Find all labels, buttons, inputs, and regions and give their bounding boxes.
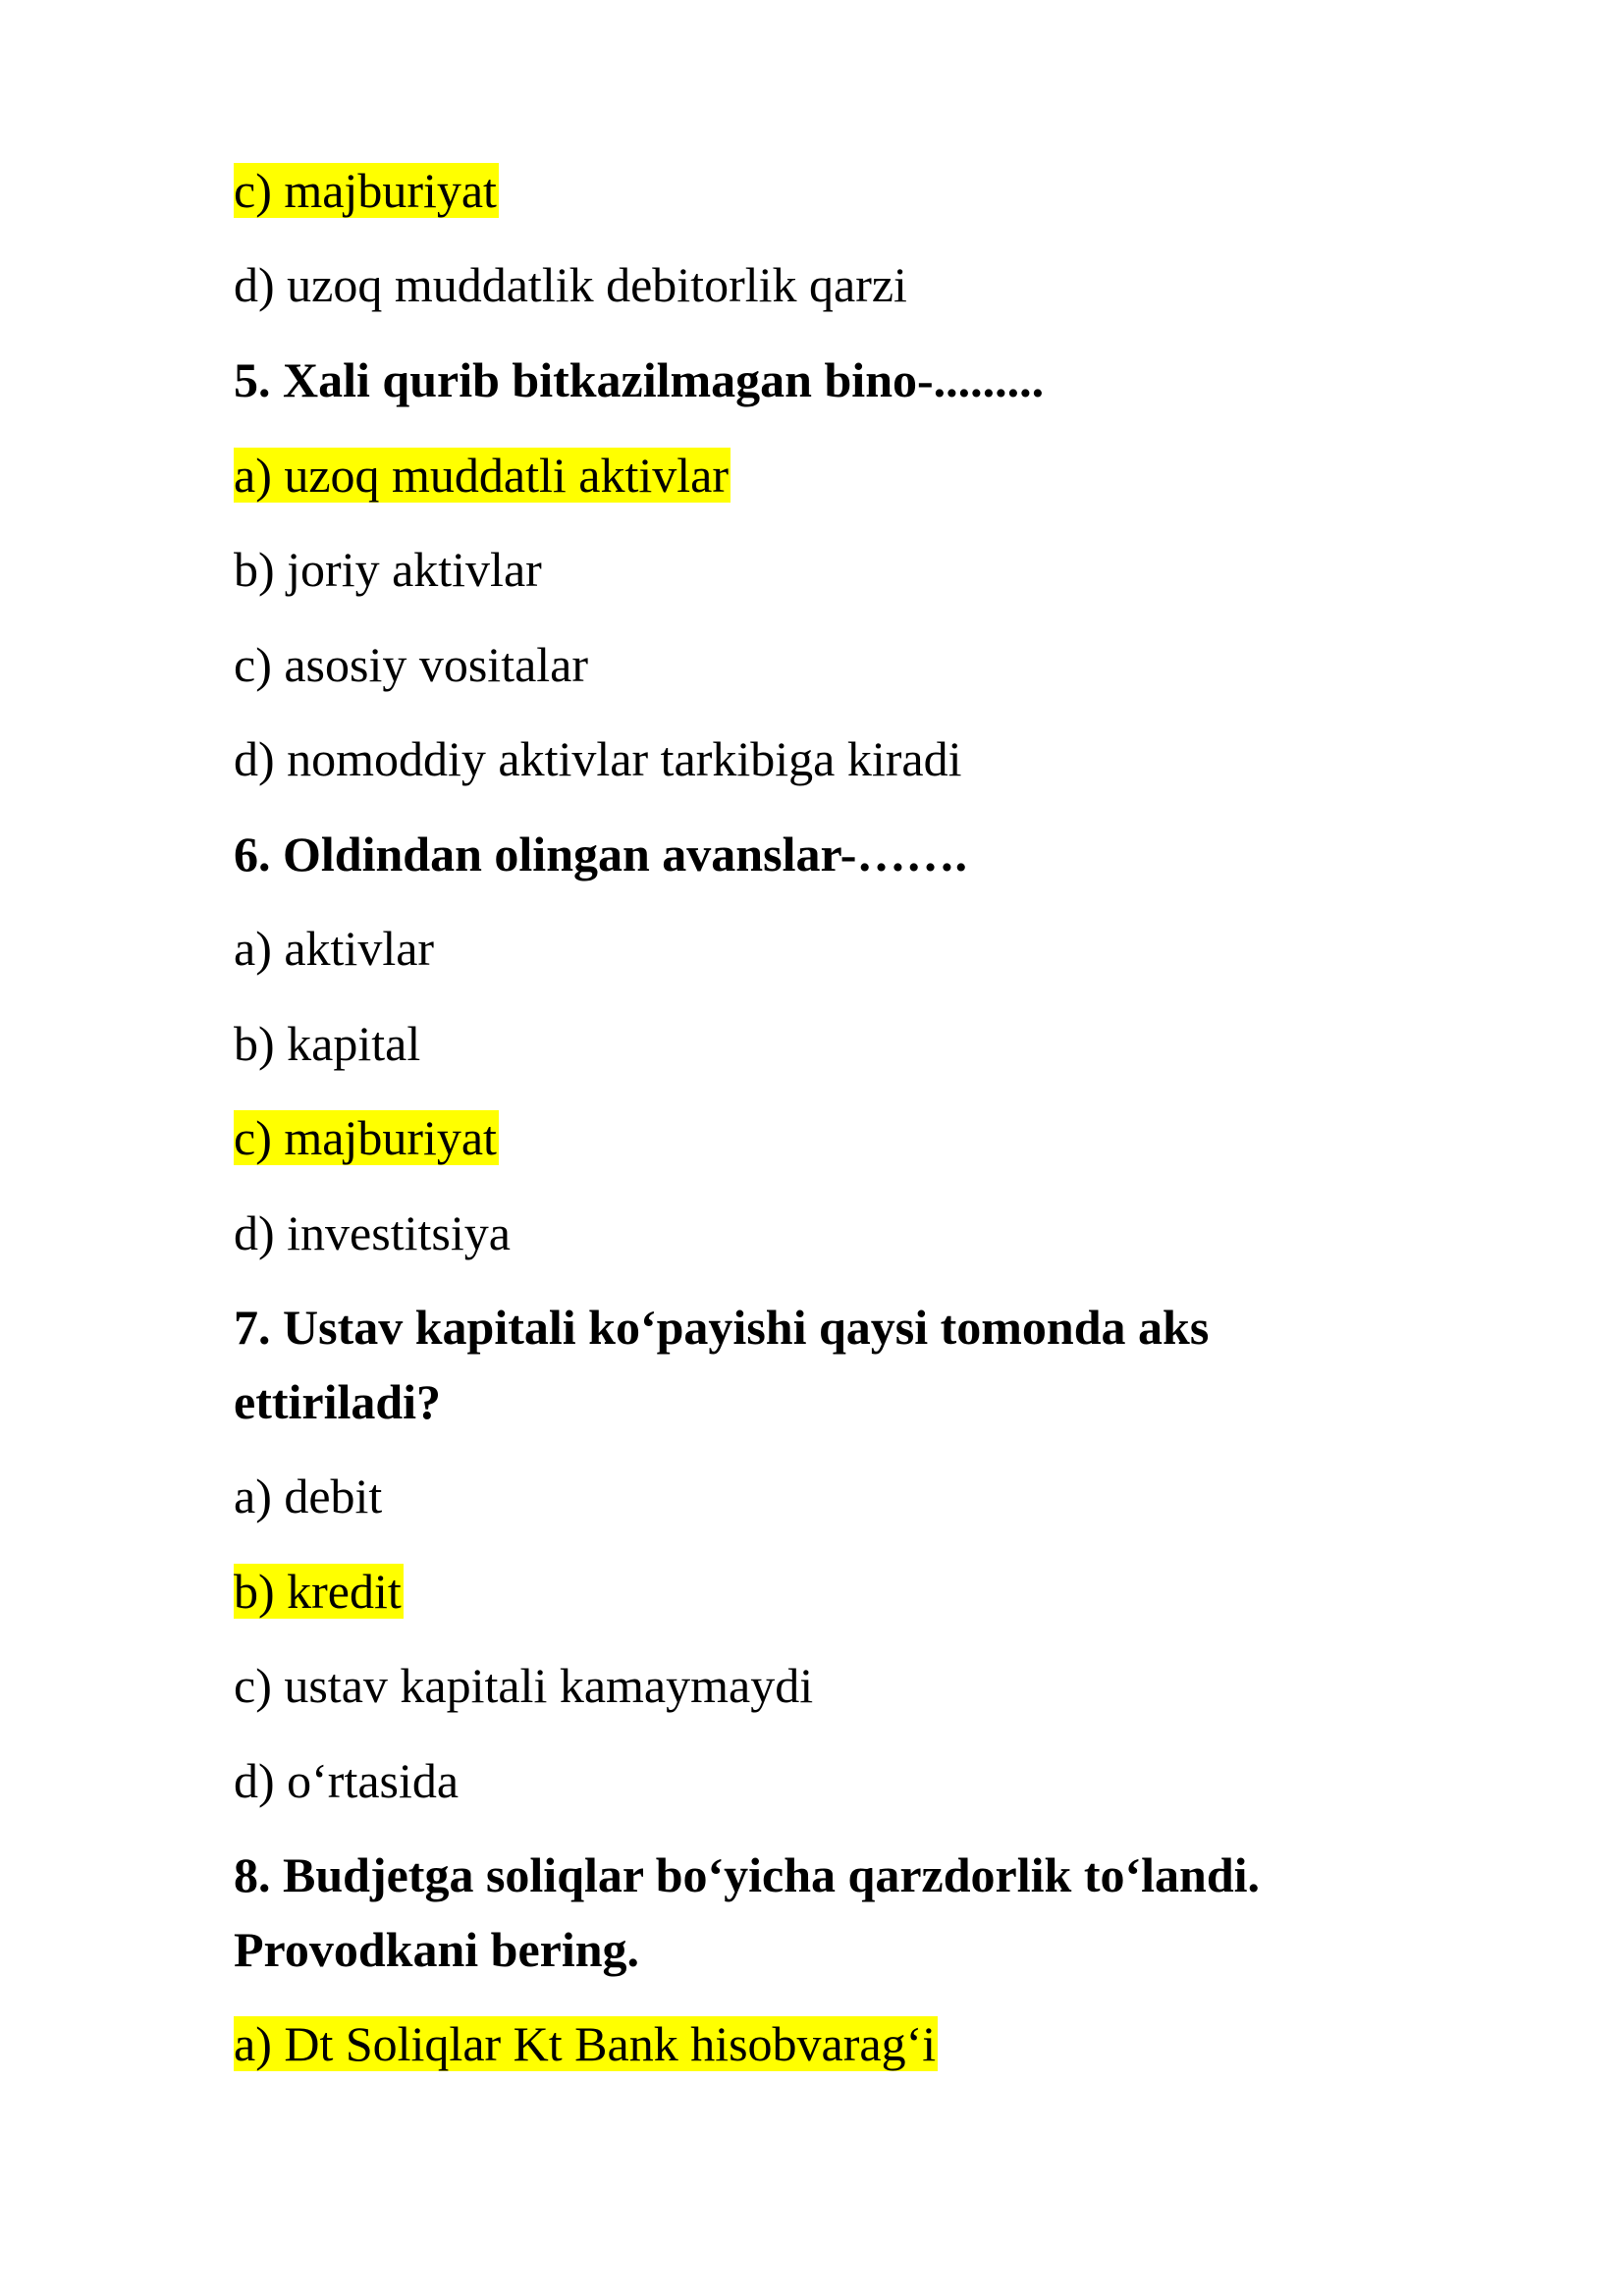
option-line	[234, 444, 731, 507]
question-line	[234, 1918, 639, 1981]
option-line	[234, 1465, 382, 1527]
option-text: b) kredit	[234, 1564, 402, 1619]
question-text: Provodkani bering.	[234, 1922, 640, 1977]
question-line	[234, 823, 967, 885]
option-line	[234, 159, 499, 222]
option-line	[234, 1749, 459, 1812]
option-text: b) joriy aktivlar	[234, 542, 542, 597]
question-text: 5. Xali qurib bitkazilmagan bino-.........	[234, 352, 1045, 407]
option-line	[234, 1012, 420, 1075]
option-text: a) debit	[234, 1468, 383, 1523]
option-text: c) majburiyat	[234, 1110, 497, 1165]
option-line	[234, 1560, 404, 1623]
option-text: d) investitsiya	[234, 1205, 511, 1260]
question-line	[234, 1370, 441, 1433]
option-text: b) kapital	[234, 1016, 421, 1071]
option-line	[234, 727, 961, 790]
option-line	[234, 253, 907, 316]
option-text: c) ustav kapitali kamaymaydi	[234, 1658, 814, 1713]
option-text: d) nomoddiy aktivlar tarkibiga kiradi	[234, 731, 962, 786]
question-line	[234, 348, 1044, 411]
option-line	[234, 1654, 813, 1717]
question-text: 8. Budjetga soliqlar bo‘yicha qarzdorlik to‘landi.	[234, 1847, 1261, 1902]
option-text: a) uzoq muddatli aktivlar	[234, 448, 730, 503]
option-text: c) asosiy vositalar	[234, 637, 589, 692]
option-text: d) uzoq muddatlik debitorlik qarzi	[234, 257, 907, 312]
question-text: ettiriladi?	[234, 1374, 442, 1429]
question-text: 7. Ustav kapitali ko‘payishi qaysi tomonda aks	[234, 1300, 1210, 1355]
option-line	[234, 633, 588, 696]
option-text: d) o‘rtasida	[234, 1753, 460, 1808]
question-line	[234, 1296, 1209, 1359]
option-line	[234, 538, 542, 601]
option-text: c) majburiyat	[234, 163, 497, 218]
question-text: 6. Oldindan olingan avanslar-…….	[234, 827, 967, 881]
option-text: a) Dt Soliqlar Kt Bank hisobvarag‘i	[234, 2016, 937, 2071]
option-line	[234, 1106, 499, 1169]
option-line	[234, 917, 434, 980]
option-line	[234, 2012, 938, 2075]
question-line	[234, 1843, 1260, 1906]
option-line	[234, 1201, 511, 1264]
option-text: a) aktivlar	[234, 921, 435, 976]
